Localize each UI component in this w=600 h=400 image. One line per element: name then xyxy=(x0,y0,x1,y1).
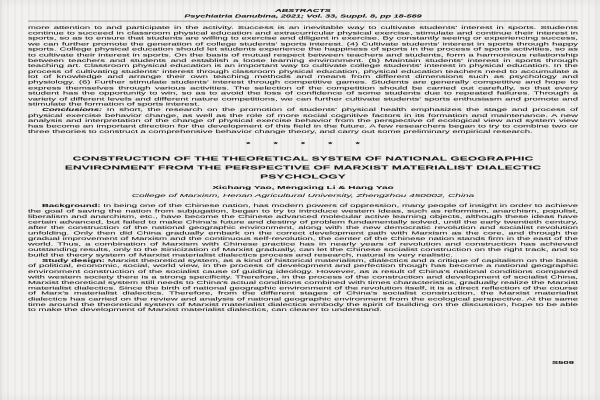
continuation-text: more attention to and participate in the activity. Success is an inevitable way to cultivate students' interest in sports. Students continue to succeed in classroom physical education and extracurricular physical exercise, stimulate and continue their interest in sports, so as to ensure that students are willing to exercise and diligent in exercise. By constantly seeing or experiencing success, we can further promote the generation of college students' sports interest. (4) Cultivate students' interest in sports through happy sports. College physical education should let students experience the happiness of sports in the process of sports activities, so as to cultivate their interest in sports. On the basis of mutual respect between teachers and students, form a harmonious relationship between teachers and students and establish a loose learning environment. (5) Maintain students' interest in sports through teaching art. Classroom physical education is an important way to cultivate college students' interest in physical education. In the process of cultivating students' interest through classroom physical education, physical education teachers need to accumulate a lot of knowledge and arrange their own teaching methods and means from different dimensions such as psychology and physiology. (6) Further stimulate students' interest through competitive games. Students are generally competitive and hope to express themselves through various activities. The selection of the competition should be carried out carefully, so that every student has the opportunity to win, so as to avoid the loss of confidence of some students due to repeated failures. Through a variety of different levels and different nature competitions, we can further cultivate students' sports enthusiasm and promote and stimulate the formation of sports interest. xyxy=(28,25,578,108)
study-design-paragraph xyxy=(28,258,578,313)
journal-citation: Psychiatria Danubina, 2021; Vol. 33, Suppl. 8, pp 18-569 xyxy=(184,13,422,19)
study-design-text: Marxist theoretical system, as a kind of historical materialism, dialectics and a critique of capitalism on the basis of political, economic, social, world view, in the process of development and perfection though has become a national geographic environment construction of the socialist cause of guiding ideology. However, as a result of China's national conditions compared with western society there is a strong specificity. Therefore, in the process of the construction and development of socialist China, Marxist theoretical system still needs to China's actual conditions combined with times characteristics, gradually realize the Marxist materialist dialectics. Since the birth of national geographic environment of the revolution itself, it is a direct reflection of the course of Marx's materialist dialectics. Therefore, from the different stages of China's socialist construction, the Marxist materialist dialectics has carried on the review and analysis of national geographic environment from the ecological perspective. At the same time around the theoretical system of Marxist materialist dialectics embody the spirit of building on the discussion, hope to be able to make the development of Marxist materialist dialectics, can clearer to understand. xyxy=(28,258,578,313)
conclusions-text: In short, the research on the promotion of students' physical health emphasizes the stage and process of physical exercise behavior change, as well as the role of more social cognitive factors in its formation and maintenance. A new analysis and interpretation of the change of physical exercise behavior from the perspective of ecological view and system view has become an important direction for the development of this field in the future. A few researchers began to try to combine two or three theories to construct a comprehensive behavior change theory, and carry out some preliminary empirical research. xyxy=(28,107,578,135)
abstracts-section-label: ABSTRACTS xyxy=(275,8,331,13)
article-affiliation: College of Marxism, Henan Agricultural University, Zhengzhou 450002, China xyxy=(131,193,475,199)
study-design-label: Study design: xyxy=(42,258,105,264)
journal-header xyxy=(28,0,578,19)
page-content xyxy=(28,0,578,313)
background-text: In being one of the Chinese nation, has modern powers of oppression, many people of insight in order to achieve the goal of saving the nation from subjugation, began to try to introduce western ideas, such as reformism, anarchism, populist, liberalism and anarchism, etc., have become the Chinese advanced molecular active learning objects, although these ideas have certain advanced, but failed to make China's future and destiny of problem fundamentally solved, until the early twentieth century, after the construction of the national geographic environment, along with the new democratic revolution and socialist revolution unfolding. Only then did China gradually embark on the correct development path with Marxism as the core, and through the gradual improvement of Marxism and the continuous self-revolution, the center of the Chinese nation stands firm in the east of the world. Thus, a combination of Marxism with Chinese practice has in nearly years of revolution and construction has achieved outstanding results, only to the Sinicization of Marxist gradually, can let the Chinese socialist construction on the right track, and to build the theory system of Marxist materialist dialectics process and research, natural is very realistic. xyxy=(28,203,578,258)
background-paragraph xyxy=(28,203,578,258)
previous-abstract-continuation xyxy=(28,25,578,107)
page-number: S509 xyxy=(551,360,574,366)
article-title: CONSTRUCTION OF THE THEORETICAL SYSTEM OF NATIONAL GEOGRAPHIC ENVIRONMENT FROM THE PERSPECTIVE OF MARXIST MATERIALIST DIALECTIC PSYCHOLOGY xyxy=(64,155,542,180)
conclusions-paragraph xyxy=(28,107,578,134)
background-label: Background: xyxy=(42,203,101,209)
section-separator-stars: * * * * * xyxy=(246,141,360,148)
article-authors: Xichang Yao, Mengxing Li & Hang Yao xyxy=(212,185,394,191)
conclusions-label: Conclusions: xyxy=(42,107,103,113)
